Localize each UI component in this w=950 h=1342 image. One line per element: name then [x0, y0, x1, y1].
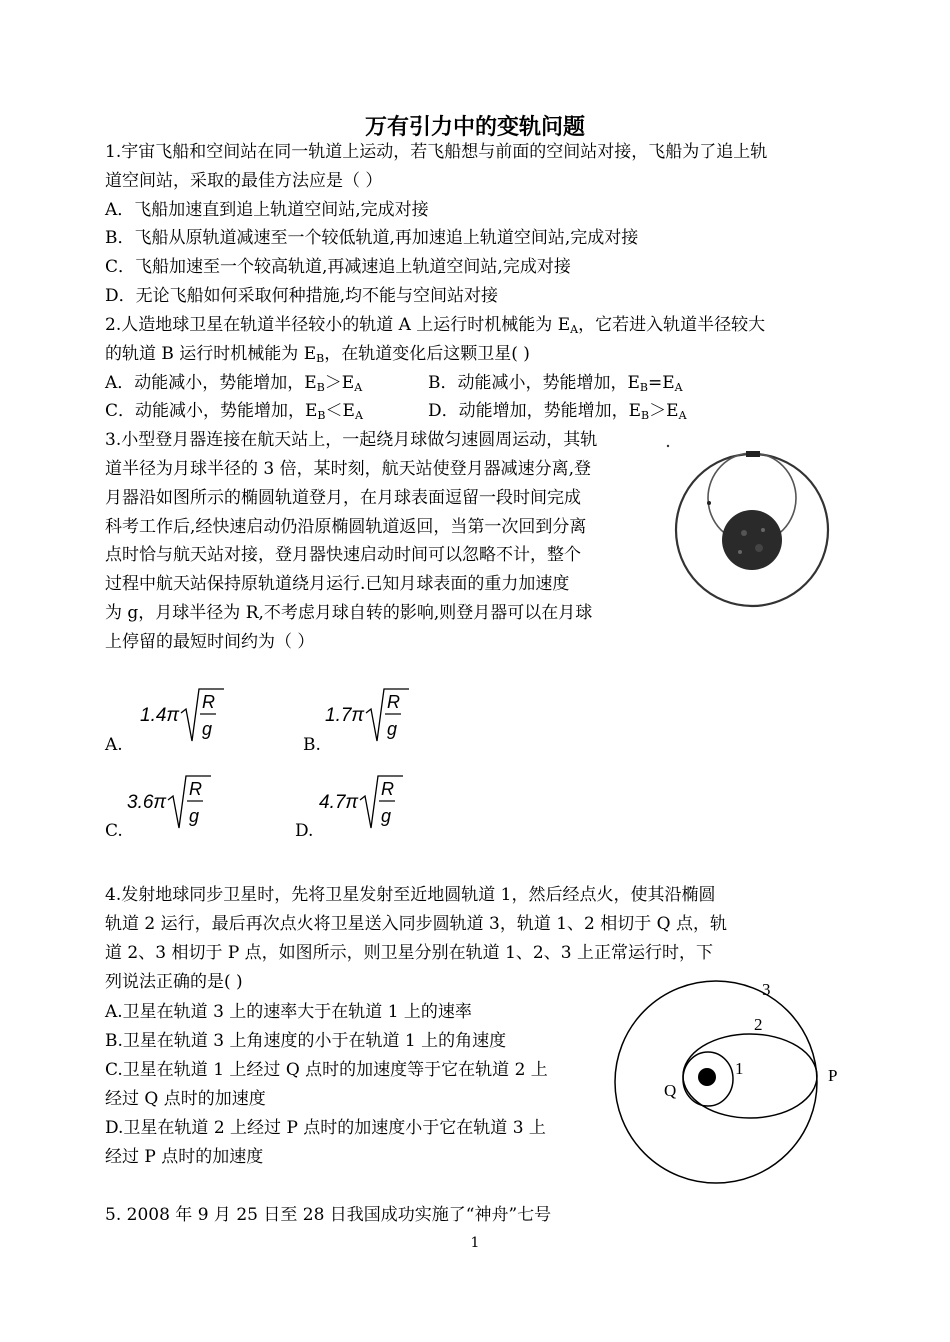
- q2-option-a: A．动能减小，势能增加，$E_B>E_A$: [105, 373, 363, 394]
- q4-option-d-line-1: D.卫星在轨道 2 上经过 P 点时的加速度小于它在轨道 3 上: [105, 1118, 546, 1138]
- page-number: 1: [470, 1235, 480, 1251]
- svg-text:3.6π: 3.6π: [127, 792, 167, 813]
- q3-formula-c: [125, 772, 215, 834]
- q1-option-b: B．飞船从原轨道减速至一个较低轨道,再加速追上轨道空间站,完成对接: [105, 228, 639, 248]
- q3-option-b-label: B.: [303, 735, 321, 755]
- q3-stem-line-8: 上停留的最短时间约为（ ）: [105, 632, 315, 652]
- q3-stem-line-4: 科考工作后,经快速启动仍沿原椭圆轨道返回，当第一次回到分离: [105, 517, 587, 537]
- page-title: 万有引力中的变轨问题: [364, 115, 585, 140]
- q1-option-d: D．无论飞船如何采取何种措施,均不能与空间站对接: [105, 286, 499, 306]
- q2-option-d: D．动能增加，势能增加，$E_B>E_A$: [428, 401, 687, 422]
- q4-option-c-line-1: C.卫星在轨道 1 上经过 Q 点时的加速度等于它在轨道 2 上: [105, 1060, 548, 1080]
- q3-stem-line-2: 道半径为月球半径的 3 倍，某时刻，航天站使登月器减速分离,登: [105, 459, 592, 479]
- q2-stem-line-1: 2.人造地球卫星在轨道半径较小的轨道 A 上运行时机械能为 $E_A$，它若进入轨道半径较大: [105, 315, 766, 336]
- svg-text:g: g: [387, 719, 398, 739]
- q1-stem-line-1: 1.宇宙飞船和空间站在同一轨道上运动，若飞船想与前面的空间站对接，飞船为了追上轨: [105, 142, 768, 162]
- q3-option-c-label: C.: [105, 821, 123, 841]
- svg-text:R: R: [381, 779, 394, 799]
- q1-option-a: A．飞船加速直到追上轨道空间站,完成对接: [105, 200, 429, 220]
- q5-stem: 5. 2008 年 9 月 25 日至 28 日我国成功实施了“神舟”七号: [105, 1205, 552, 1225]
- label-point-p: P: [828, 1066, 838, 1085]
- q3-formula-b: [323, 685, 413, 747]
- svg-text:R: R: [387, 692, 400, 712]
- label-point-q: Q: [664, 1081, 677, 1100]
- svg-text:1.4π: 1.4π: [140, 705, 180, 726]
- q3-stem-line-6: 过程中航天站保持原轨道绕月运行.已知月球表面的重力加速度: [105, 574, 570, 594]
- q4-stem-line-1: 4.发射地球同步卫星时，先将卫星发射至近地圆轨道 1，然后经点火，使其沿椭圆: [105, 885, 716, 905]
- q3-formula-d: [317, 772, 407, 834]
- q1-option-c: C．飞船加速至一个较高轨道,再减速追上轨道空间站,完成对接: [105, 257, 571, 277]
- label-orbit-3: 3: [762, 980, 771, 999]
- q4-stem-line-4: 列说法正确的是( ): [105, 972, 243, 992]
- svg-text:1.7π: 1.7π: [325, 705, 365, 726]
- q1-stem-line-2: 道空间站，采取的最佳方法应是（ ）: [105, 171, 383, 191]
- svg-text:g: g: [202, 719, 213, 739]
- q4-option-b: B.卫星在轨道 3 上角速度的小于在轨道 1 上的角速度: [105, 1031, 507, 1051]
- q3-formula-a: [138, 685, 228, 747]
- q2-stem-line-2: 的轨道 B 运行时机械能为 $E_B$，在轨道变化后这颗卫星( ): [105, 344, 530, 365]
- q4-stem-line-3: 道 2、3 相切于 P 点，如图所示，则卫星分别在轨道 1、2、3 上正常运行时，下: [105, 943, 713, 963]
- q4-option-a: A.卫星在轨道 3 上的速率大于在轨道 1 上的速率: [105, 1002, 472, 1022]
- space-station: [746, 451, 760, 457]
- svg-text:g: g: [189, 806, 200, 826]
- q4-option-c-line-2: 经过 Q 点时的加速度: [105, 1089, 266, 1109]
- earth: [698, 1068, 716, 1086]
- moon-orbit-diagram: [660, 440, 840, 620]
- q3-stem-line-1: 3.小型登月器连接在航天站上，一起绕月球做匀速圆周运动，其轨: [105, 430, 598, 450]
- label-orbit-1: 1: [735, 1059, 744, 1078]
- svg-text:g: g: [381, 806, 392, 826]
- q3-stem-line-3: 月器沿如图所示的椭圆轨道登月，在月球表面逗留一段时间完成: [105, 488, 581, 508]
- q3-option-d-label: D.: [295, 821, 314, 841]
- q4-stem-line-2: 轨道 2 运行，最后再次点火将卫星送入同步圆轨道 3，轨道 1、2 相切于 Q 点，轨: [105, 914, 728, 934]
- satellite-orbit-diagram: [600, 975, 860, 1190]
- q3-stem-line-7: 为 g，月球半径为 R,不考虑月球自转的影响,则登月器可以在月球: [105, 603, 593, 623]
- moon: [722, 510, 782, 570]
- svg-text:4.7π: 4.7π: [319, 792, 359, 813]
- svg-text:R: R: [202, 692, 215, 712]
- q3-option-a-label: A.: [105, 735, 123, 755]
- q3-stem-line-5: 点时恰与航天站对接，登月器快速启动时间可以忽略不计，整个: [105, 545, 581, 565]
- orbit-3: [615, 981, 817, 1183]
- q2-option-c: C．动能减小，势能增加，$E_B<E_A$: [105, 401, 363, 422]
- label-orbit-2: 2: [754, 1015, 763, 1034]
- lander-marker: [707, 501, 711, 505]
- q2-option-b: B．动能减小，势能增加，$E_B=E_A$: [428, 373, 683, 394]
- svg-text:R: R: [189, 779, 202, 799]
- q4-option-d-line-2: 经过 P 点时的加速度: [105, 1147, 264, 1167]
